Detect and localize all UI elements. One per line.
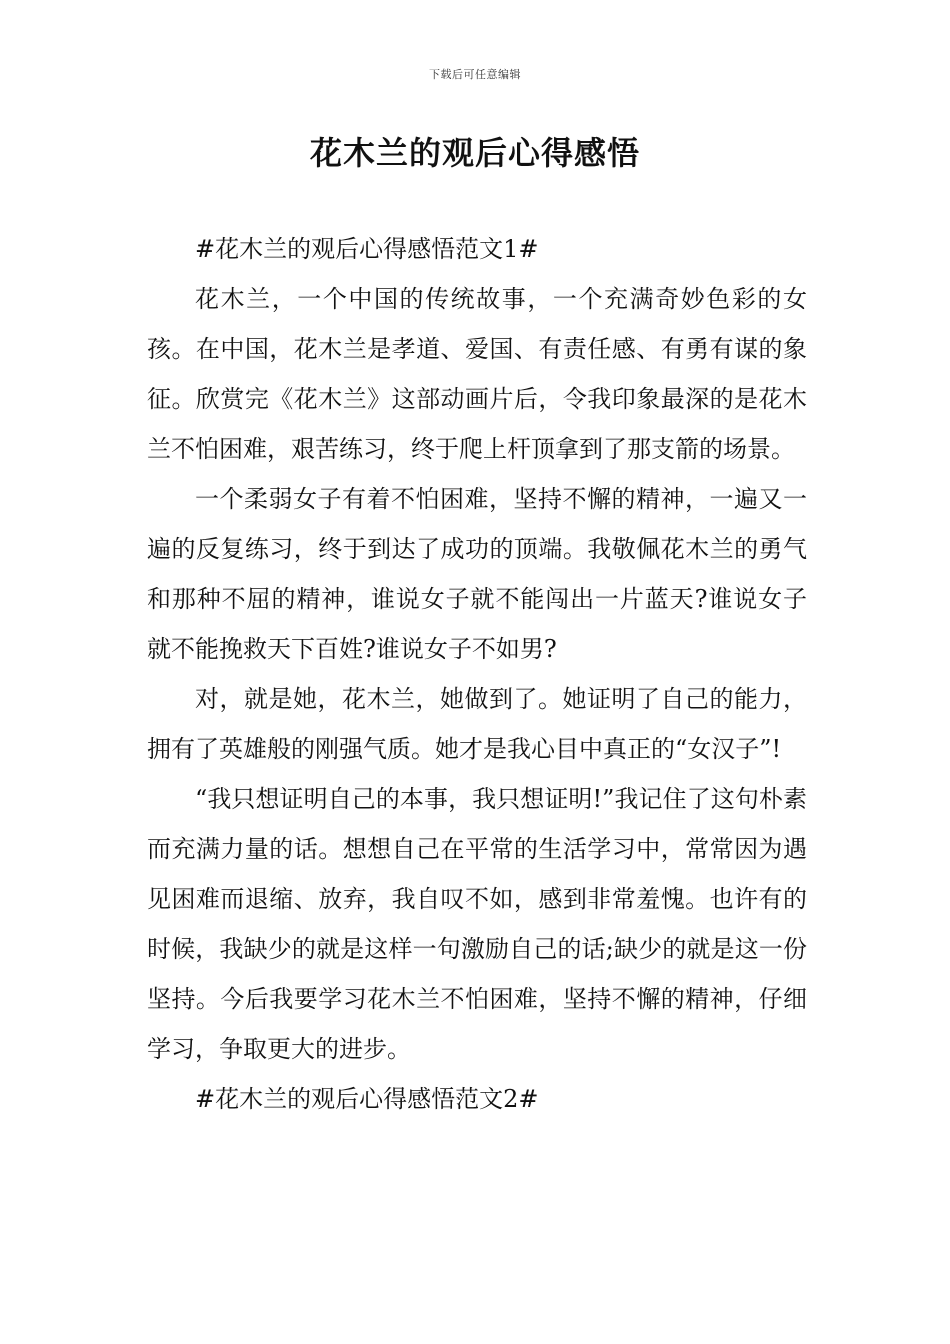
paragraph: 对，就是她，花木兰，她做到了。她证明了自己的能力，拥有了英雄般的刚强气质。她才是我心目中真正的“女汉子”! <box>147 685 807 763</box>
document-body <box>147 224 807 1124</box>
paragraph: 花木兰，一个中国的传统故事，一个充满奇妙色彩的女孩。在中国，花木兰是孝道、爱国、有责任感、有勇有谋的象征。欣赏完《花木兰》这部动画片后，令我印象最深的是花木兰不怕困难，艰苦练习，终于爬上杆顶拿到了那支箭的场景。 <box>147 285 807 463</box>
paragraph: 一个柔弱女子有着不怕困难，坚持不懈的精神，一遍又一遍的反复练习，终于到达了成功的顶端。我敬佩花木兰的勇气和那种不屈的精神，谁说女子就不能闯出一片蓝天?谁说女子就不能挽救天下百姓?谁说女子不如男? <box>147 485 807 663</box>
paragraph: “我只想证明自己的本事，我只想证明!”我记住了这句朴素而充满力量的话。想想自己在平常的生活学习中，常常因为遇见困难而退缩、放弃，我自叹不如，感到非常羞愧。也许有的时候，我缺少的就是这样一句激励自己的话;缺少的就是这一份坚持。今后我要学习花木兰不怕困难，坚持不懈的精神，仔细学习，争取更大的进步。 <box>147 785 807 1063</box>
document-title: 花木兰的观后心得感悟 <box>309 134 640 172</box>
section-heading-1: #花木兰的观后心得感悟范文1# <box>195 235 539 263</box>
header-note: 下载后可任意编辑 <box>429 68 521 81</box>
section-heading-2: #花木兰的观后心得感悟范文2# <box>195 1085 539 1113</box>
